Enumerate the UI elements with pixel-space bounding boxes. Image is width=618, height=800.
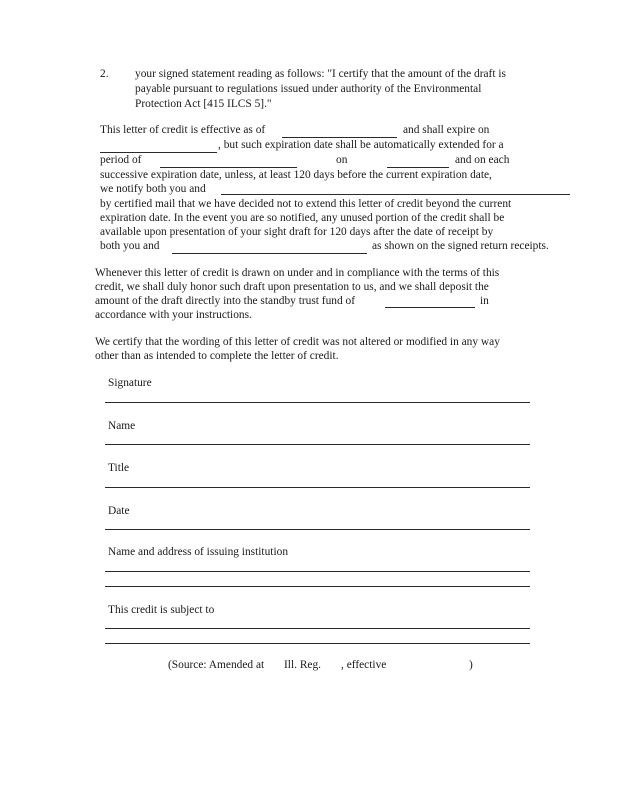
para1-line1a: This letter of credit is effective as of <box>100 124 266 136</box>
para1-line7: expiration date. In the event you are so notified, any unused portion of the credit shall be <box>100 212 505 224</box>
para1-line9a: both you and <box>100 240 160 252</box>
institution-line-1[interactable] <box>105 571 530 572</box>
extension-date-blank[interactable] <box>387 167 449 168</box>
receipt-party-blank[interactable] <box>172 253 367 254</box>
para1-line2: , but such expiration date shall be automatically extended for a <box>218 139 504 151</box>
source-reg: Ill. Reg. <box>284 659 322 671</box>
para1-line3c: and on each <box>455 154 510 166</box>
para2-line1: Whenever this letter of credit is drawn on under and in compliance with the terms of this <box>95 267 500 279</box>
institution-label: Name and address of issuing institution <box>108 546 289 558</box>
para1-line6: by certified mail that we have decided not to extend this letter of credit beyond the current <box>100 198 512 210</box>
para1-line3a: period of <box>100 154 142 166</box>
trust-fund-blank[interactable] <box>385 307 475 308</box>
para3-line2: other than as intended to complete the letter of credit. <box>95 350 339 362</box>
subject-line-2[interactable] <box>105 643 530 644</box>
para2-line4: accordance with your instructions. <box>95 309 252 321</box>
name-line[interactable] <box>105 444 530 445</box>
para3-line1: We certify that the wording of this letter of credit was not altered or modified in any way <box>95 336 500 348</box>
title-label: Title <box>108 462 130 474</box>
effective-date-blank[interactable] <box>282 137 397 138</box>
notify-party-blank[interactable] <box>221 194 570 195</box>
signature-line[interactable] <box>105 402 530 403</box>
para1-line9b: as shown on the signed return receipts. <box>372 240 549 252</box>
para1-line8: available upon presentation of your sight draft for 120 days after the date of receipt by <box>100 226 494 238</box>
para2-line2: credit, we shall duly honor such draft upon presentation to us, and we shall deposit the <box>95 281 489 293</box>
subject-label: This credit is subject to <box>108 604 215 616</box>
date-label: Date <box>108 505 130 517</box>
para1-line1b: and shall expire on <box>403 124 490 136</box>
subject-line-1[interactable] <box>105 628 530 629</box>
source-close: ) <box>469 659 473 671</box>
para1-line4: successive expiration date, unless, at least 120 days before the current expiration date, <box>100 169 492 181</box>
expiry-date-blank[interactable] <box>100 152 217 153</box>
para1-line3b: on <box>336 154 348 166</box>
item2-line1: your signed statement reading as follows: "I certify that the amount of the draft is <box>135 68 506 80</box>
item2-line2: payable pursuant to regulations issued under authority of the Environmental <box>135 83 482 95</box>
para2-line3b: in <box>480 295 489 307</box>
item-number: 2. <box>100 68 109 80</box>
source-effective: , effective <box>341 659 387 671</box>
period-blank[interactable] <box>160 167 297 168</box>
institution-line-2[interactable] <box>105 586 530 587</box>
name-label: Name <box>108 420 136 432</box>
item2-line3: Protection Act [415 ILCS 5]." <box>135 98 272 110</box>
para2-line3a: amount of the draft directly into the standby trust fund of <box>95 295 356 307</box>
source-open: (Source: Amended at <box>168 659 265 671</box>
date-line[interactable] <box>105 529 530 530</box>
signature-label: Signature <box>108 377 152 389</box>
para1-line5: we notify both you and <box>100 183 206 195</box>
title-line[interactable] <box>105 487 530 488</box>
